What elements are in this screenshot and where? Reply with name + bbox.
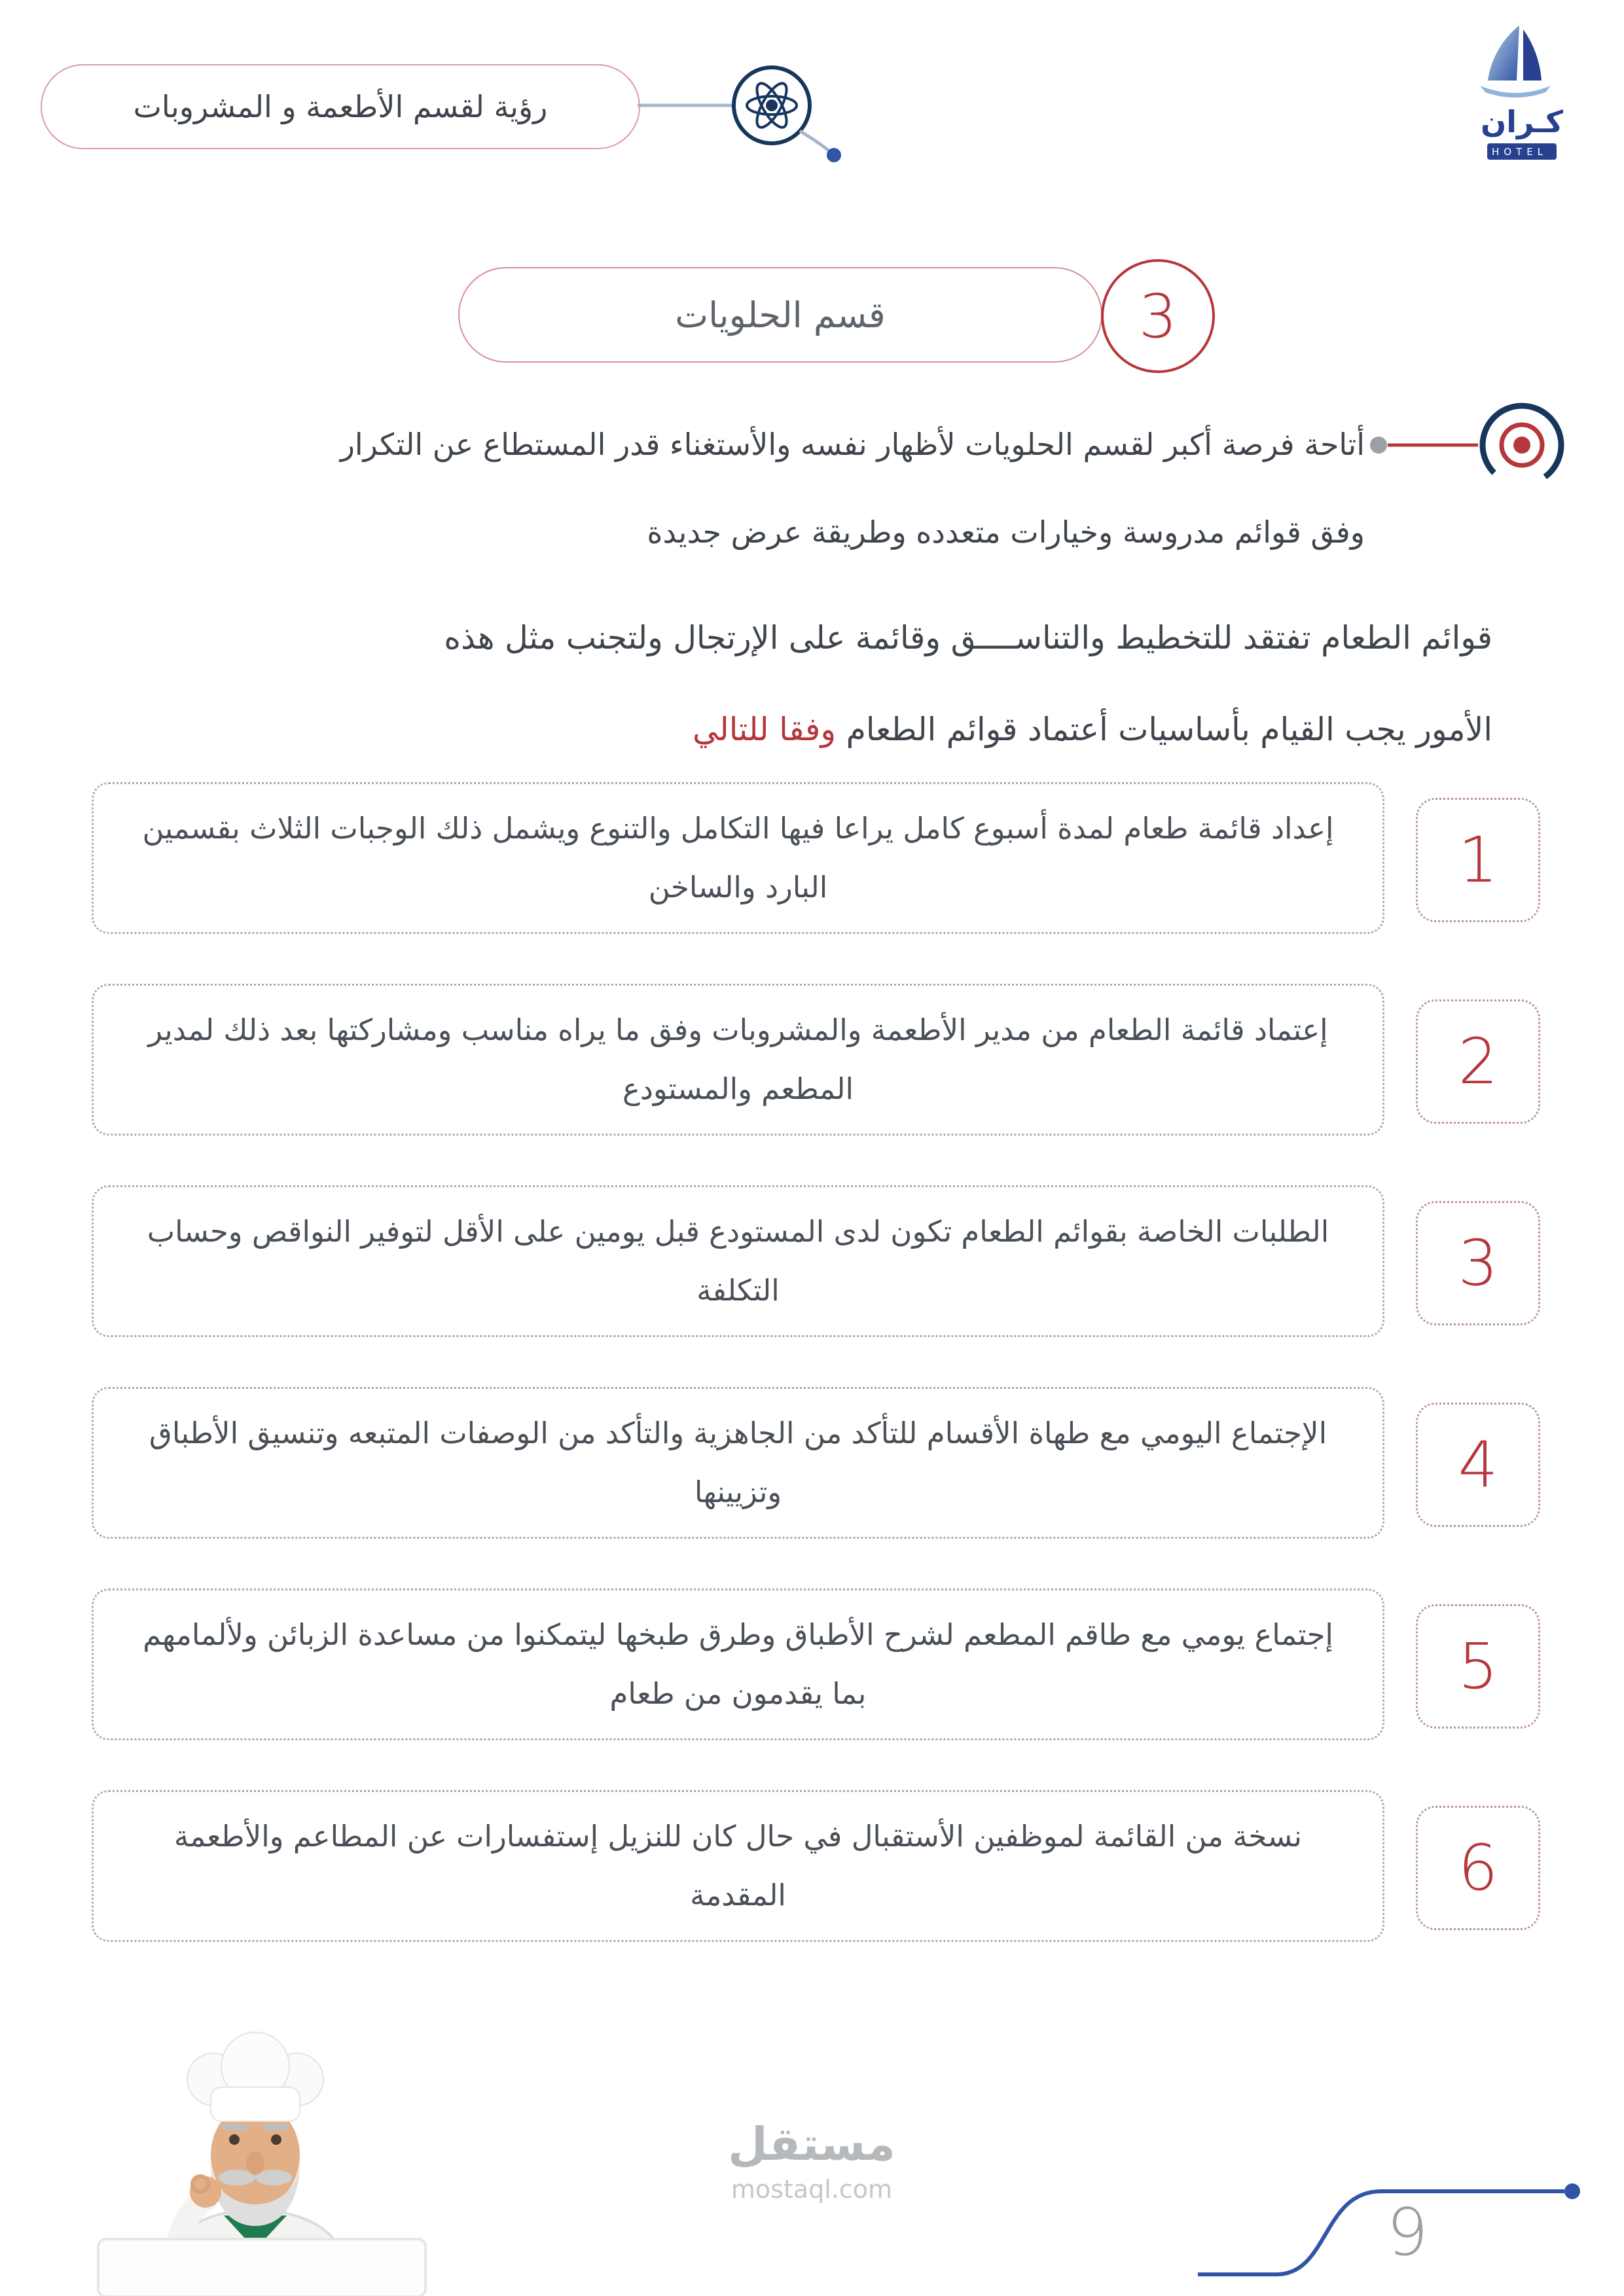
- header-connector: [638, 58, 860, 169]
- lead-paragraph: [131, 592, 1492, 776]
- item-box-6: [92, 1790, 1384, 1942]
- watermark: [674, 2117, 949, 2204]
- lead-paragraph-highlight: وفقا للتالي: [692, 711, 836, 748]
- section-number: 3: [1138, 281, 1178, 351]
- chef-photo: [59, 2019, 452, 2296]
- item-number-5: 5: [1458, 1630, 1498, 1703]
- intro-paragraph: [88, 401, 1365, 576]
- item-box-4: [92, 1387, 1384, 1539]
- atom-icon: [734, 67, 810, 143]
- item-box-2: [92, 984, 1384, 1136]
- intro-line-2: وفق قوائم مدروسة وخيارات متعدده وطريقة عرض جديدة: [647, 514, 1365, 550]
- item-text-6: نسخة من القائمة لموظفين الأستقبال في حال كان للنزيل إستفسارات عن المطاعم والأطعمة المقدمة: [173, 1819, 1303, 1912]
- item-number-badge-6: [1416, 1806, 1540, 1930]
- hotel-logo: [1443, 23, 1600, 160]
- item-number-6: 6: [1458, 1831, 1498, 1905]
- section-title-pill: [458, 267, 1102, 363]
- logo-sail-icon: [1470, 23, 1574, 100]
- item-number-2: 2: [1458, 1025, 1498, 1098]
- header-title: رؤية لقسم الأطعمة و المشروبات: [133, 89, 548, 124]
- item-number-badge-3: [1416, 1201, 1540, 1325]
- item-number-badge-1: [1416, 798, 1540, 922]
- connector-dot: [827, 148, 841, 162]
- section-title: قسم الحلويات: [675, 294, 886, 336]
- page-number: 9: [1386, 2194, 1428, 2270]
- item-text-1: إعداد قائمة طعام لمدة أسبوع كامل يراعا فيها التكامل والتنوع ويشمل ذلك الوجبات الثلاث بقسمين البارد والساخن: [142, 811, 1334, 905]
- item-number-3: 3: [1458, 1227, 1498, 1300]
- logo-subtitle: HOTEL: [1487, 143, 1557, 160]
- item-box-1: [92, 782, 1384, 934]
- item-number-4: 4: [1458, 1428, 1498, 1501]
- section-number-badge: [1101, 259, 1215, 373]
- item-box-3: [92, 1185, 1384, 1337]
- item-number-badge-5: [1416, 1604, 1540, 1729]
- intro-target-icon: [1368, 385, 1578, 503]
- logo-name: كـران: [1480, 104, 1564, 139]
- intro-line-1: أتاحة فرصة أكبر لقسم الحلويات لأظهار نفسه والأستغناء قدر المستطاع عن التكرار: [340, 427, 1365, 462]
- item-text-4: الإجتماع اليومي مع طهاة الأقسام للتأكد من الجاهزية والتأكد من الوصفات المتبعه وتنسيق الأطباق وتزيينها: [149, 1416, 1327, 1509]
- lead-paragraph-line-2: [131, 684, 1492, 776]
- item-text-5: إجتماع يومي مع طاقم المطعم لشرح الأطباق وطرق طبخها ليتمكنوا من مساعدة الزبائن ولألمامهم بما يقدمون من طعام: [143, 1617, 1333, 1711]
- lead-paragraph-line-2-text: الأمور يجب القيام بأساسيات أعتماد قوائم الطعام: [846, 711, 1492, 748]
- header-title-pill: [41, 64, 640, 149]
- item-text-2: إعتماد قائمة الطعام من مدير الأطعمة والمشروبات وفق ما يراه مناسب ومشاركتها بعد ذلك لمدير المطعم والمستودع: [148, 1013, 1328, 1106]
- lead-paragraph-line-1: قوائم الطعام تفتقد للتخطيط والتناســــق وقائمة على الإرتجال ولتجنب مثل هذه: [444, 619, 1492, 656]
- item-number-badge-2: [1416, 999, 1540, 1124]
- item-text-3: الطلبات الخاصة بقوائم الطعام تكون لدى المستودع قبل يومين على الأقل لتوفير النواقص وحساب التكلفة: [147, 1214, 1329, 1308]
- item-box-5: [92, 1588, 1384, 1740]
- item-number-1: 1: [1458, 823, 1498, 897]
- item-number-badge-4: [1416, 1403, 1540, 1527]
- watermark-domain: mostaql.com: [731, 2175, 893, 2204]
- watermark-title: مستقل: [727, 2117, 895, 2171]
